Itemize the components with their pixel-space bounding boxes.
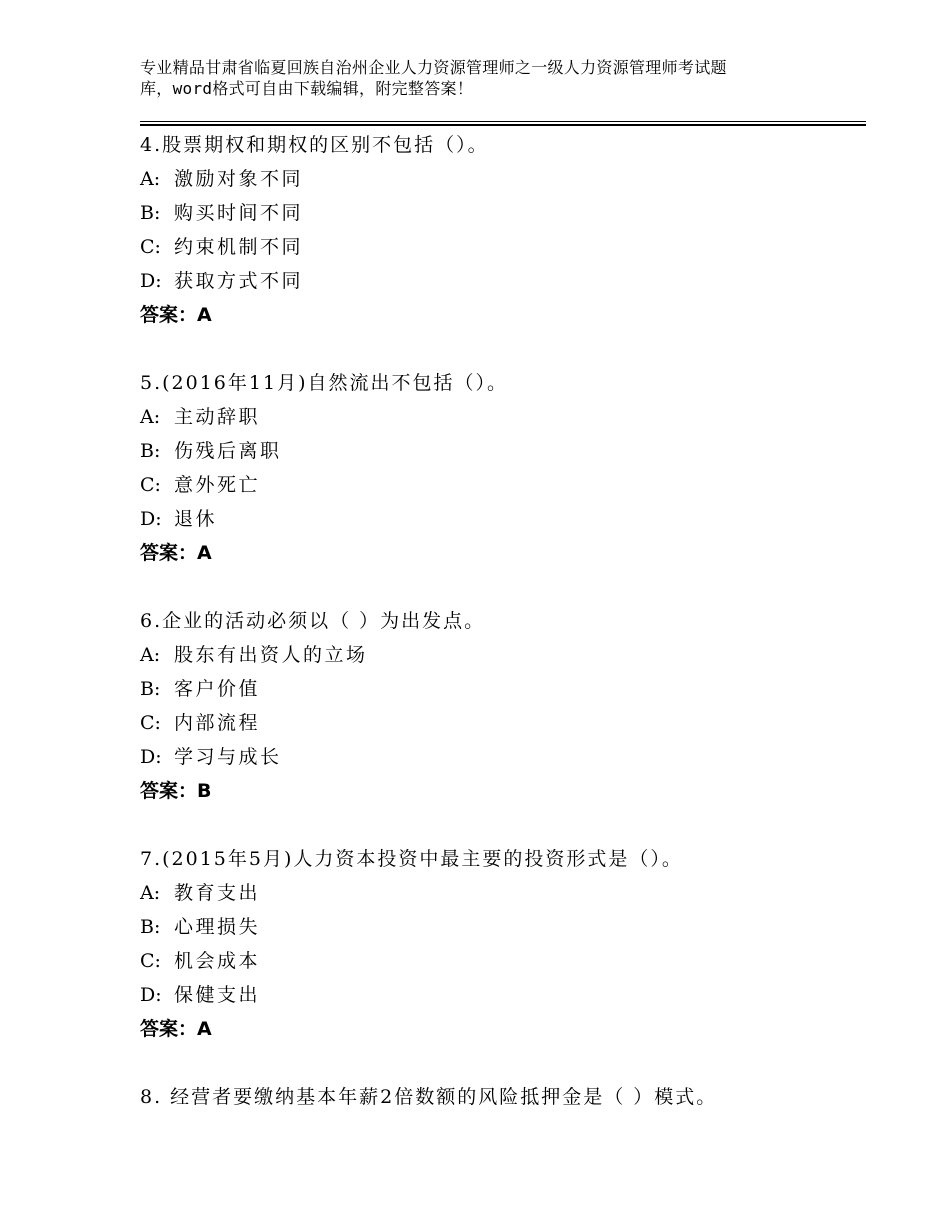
- option-c: [140, 230, 880, 264]
- question-list: [140, 128, 880, 1148]
- answer-label: 答案：A: [140, 542, 212, 564]
- option-key: C:: [140, 236, 161, 258]
- header-line: 库，word格式可自由下载编辑，附完整答案！: [140, 79, 474, 98]
- option-a: [140, 162, 880, 196]
- option-text: 机会成本: [174, 950, 261, 972]
- header-divider-thick: [140, 124, 866, 126]
- answer-label: 答案：A: [140, 1018, 212, 1040]
- option-key: D:: [140, 984, 162, 1006]
- option-d: [140, 740, 880, 774]
- option-key: C:: [140, 474, 161, 496]
- answer-label: 答案：A: [140, 304, 212, 326]
- option-c: [140, 468, 880, 502]
- option-a: [140, 876, 880, 910]
- option-key: D:: [140, 746, 162, 768]
- option-d: [140, 502, 880, 536]
- option-text: 内部流程: [174, 712, 261, 734]
- option-key: B:: [140, 202, 161, 224]
- option-key: D:: [140, 508, 162, 530]
- header-line: 专业精品甘肃省临夏回族自治州企业人力资源管理师之一级人力资源管理师考试题: [140, 58, 727, 77]
- option-a: [140, 400, 880, 434]
- option-text: 学习与成长: [174, 746, 282, 768]
- option-key: A:: [140, 882, 161, 904]
- option-b: [140, 434, 880, 468]
- option-c: [140, 706, 880, 740]
- option-key: A:: [140, 644, 161, 666]
- option-text: 约束机制不同: [174, 236, 304, 258]
- question-8: [140, 1080, 880, 1114]
- option-c: [140, 944, 880, 978]
- question-title: 5.(2016年11月)自然流出不包括（）。: [140, 372, 508, 394]
- option-d: [140, 264, 880, 298]
- option-text: 获取方式不同: [174, 270, 304, 292]
- option-key: A:: [140, 406, 161, 428]
- option-key: B:: [140, 916, 161, 938]
- option-text: 客户价值: [174, 678, 261, 700]
- option-text: 购买时间不同: [174, 202, 304, 224]
- question-title: 4.股票期权和期权的区别不包括（）。: [140, 134, 489, 156]
- option-key: D:: [140, 270, 162, 292]
- option-text: 伤残后离职: [174, 440, 282, 462]
- option-text: 心理损失: [174, 916, 261, 938]
- option-key: B:: [140, 440, 161, 462]
- question-7: [140, 842, 880, 1046]
- question-title: 6.企业的活动必须以（ ）为出发点。: [140, 610, 486, 632]
- document-header: [140, 57, 840, 99]
- question-5: [140, 366, 880, 570]
- answer-label: 答案：B: [140, 780, 212, 802]
- option-text: 保健支出: [174, 984, 261, 1006]
- question-6: [140, 604, 880, 808]
- option-d: [140, 978, 880, 1012]
- option-text: 激励对象不同: [174, 168, 304, 190]
- question-title: 7.(2015年5月)人力资本投资中最主要的投资形式是（）。: [140, 848, 683, 870]
- option-b: [140, 672, 880, 706]
- question-title: 8. 经营者要缴纳基本年薪2倍数额的风险抵押金是（ ）模式。: [140, 1086, 718, 1108]
- option-text: 意外死亡: [174, 474, 261, 496]
- option-b: [140, 196, 880, 230]
- header-divider: [140, 121, 866, 122]
- option-text: 股东有出资人的立场: [174, 644, 368, 666]
- option-text: 教育支出: [174, 882, 261, 904]
- option-a: [140, 638, 880, 672]
- option-key: C:: [140, 950, 161, 972]
- question-4: [140, 128, 880, 332]
- option-text: 主动辞职: [174, 406, 261, 428]
- option-b: [140, 910, 880, 944]
- option-text: 退休: [174, 508, 218, 530]
- option-key: C:: [140, 712, 161, 734]
- option-key: B:: [140, 678, 161, 700]
- option-key: A:: [140, 168, 161, 190]
